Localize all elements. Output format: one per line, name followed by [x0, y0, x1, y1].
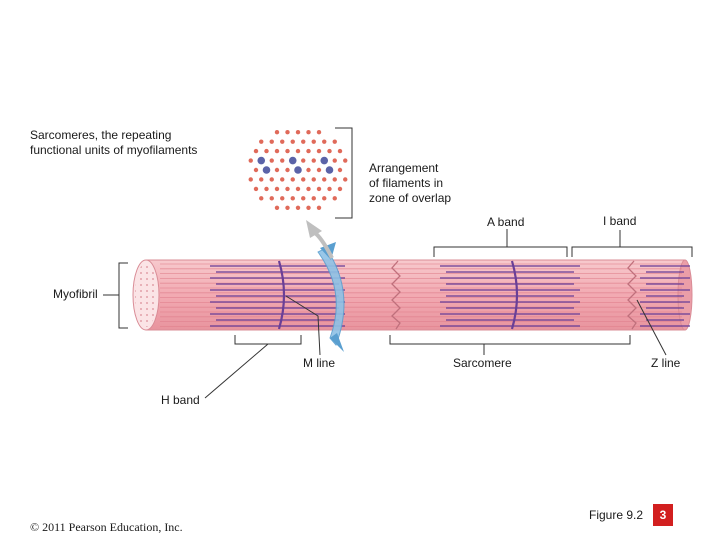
thin-filament-dot [333, 139, 337, 143]
thin-filament-dot [301, 196, 305, 200]
thin-filament-dot [259, 139, 263, 143]
thin-filament-dot [254, 149, 258, 153]
thin-filament-dot [312, 158, 316, 162]
thin-filament-dot [317, 130, 321, 134]
thin-filament-dot [291, 139, 295, 143]
thin-filament-dot [275, 206, 279, 210]
thin-filament-dot [333, 177, 337, 181]
myofibril-cylinder [133, 260, 692, 330]
thin-filament-dot [264, 187, 268, 191]
a-band-bracket [434, 247, 567, 257]
thin-filament-dot [338, 187, 342, 191]
arrangement-bracket [335, 128, 352, 218]
i-band-bracket [572, 247, 692, 257]
thin-filament-dot [296, 149, 300, 153]
thin-filament-dot [259, 196, 263, 200]
thin-filament-dot [254, 187, 258, 191]
filament-cross-section [249, 130, 348, 210]
myofibril-bracket [119, 263, 128, 328]
thin-filament-dot [338, 168, 342, 172]
thin-filament-dot [317, 206, 321, 210]
thin-filament-dot [312, 196, 316, 200]
m-line-label: M line [303, 356, 336, 370]
thin-filament-dot [285, 187, 289, 191]
thick-filament-dot [320, 157, 328, 165]
thin-filament-dot [317, 149, 321, 153]
thin-filament-dot [312, 177, 316, 181]
thin-filament-dot [275, 149, 279, 153]
thin-filament-dot [306, 206, 310, 210]
thin-filament-dot [275, 168, 279, 172]
thin-filament-dot [285, 149, 289, 153]
page-number-badge: 3 [653, 504, 673, 526]
sarcomeres-label [30, 128, 197, 158]
thin-filament-dot [275, 130, 279, 134]
thin-filament-dot [343, 177, 347, 181]
thick-filament-dot [294, 166, 302, 174]
thin-filament-dot [322, 177, 326, 181]
thin-filament-dot [322, 139, 326, 143]
thin-filament-dot [327, 149, 331, 153]
arrangement-label-line1: Arrangement [369, 161, 439, 175]
arrangement-label-line2: of filaments in [369, 176, 444, 190]
thin-filament-dot [285, 168, 289, 172]
thin-filament-dot [306, 130, 310, 134]
thin-filament-dot [291, 177, 295, 181]
thin-filament-dot [291, 196, 295, 200]
thin-filament-dot [280, 139, 284, 143]
arrangement-label [369, 161, 451, 206]
thick-filament-dot [289, 157, 297, 165]
h-band-bracket [235, 335, 301, 344]
thin-filament-dot [333, 196, 337, 200]
thin-filament-dot [249, 158, 253, 162]
sarcomeres-label-line2: functional units of myofilaments [30, 143, 198, 157]
thin-filament-dot [249, 177, 253, 181]
thin-filament-dot [270, 177, 274, 181]
thin-filament-dot [301, 139, 305, 143]
sarcomere-label: Sarcomere [453, 356, 512, 370]
copyright-text: © 2011 Pearson Education, Inc. [30, 520, 183, 534]
thin-filament-dot [343, 158, 347, 162]
thin-filament-dot [306, 149, 310, 153]
thin-filament-dot [306, 168, 310, 172]
thin-filament-dot [275, 187, 279, 191]
thin-filament-dot [285, 206, 289, 210]
thin-filament-dot [333, 158, 337, 162]
i-band-label: I band [603, 214, 637, 228]
sarcomeres-label-line1: Sarcomeres, the repeating [30, 128, 172, 142]
thin-filament-dot [270, 158, 274, 162]
thin-filament-dot [322, 196, 326, 200]
sarcomere-bracket [390, 335, 630, 344]
thin-filament-dot [338, 149, 342, 153]
thin-filament-dot [312, 139, 316, 143]
thin-filament-dot [280, 158, 284, 162]
thin-filament-dot [280, 196, 284, 200]
thin-filament-dot [270, 196, 274, 200]
thick-filament-dot [263, 166, 271, 174]
thin-filament-dot [254, 168, 258, 172]
h-band-label: H band [161, 393, 200, 407]
thin-filament-dot [296, 130, 300, 134]
thin-filament-dot [264, 149, 268, 153]
arrangement-label-line3: zone of overlap [369, 191, 452, 205]
thin-filament-dot [327, 187, 331, 191]
thin-filament-dot [259, 177, 263, 181]
thin-filament-dot [280, 177, 284, 181]
thin-filament-dot [317, 187, 321, 191]
thin-filament-dot [296, 187, 300, 191]
z-line-label: Z line [651, 356, 681, 370]
thick-filament-dot [257, 157, 265, 165]
figure-caption: Figure 9.2 [589, 508, 644, 522]
thin-filament-dot [301, 177, 305, 181]
a-band-label: A band [487, 215, 525, 229]
thin-filament-dot [296, 206, 300, 210]
thin-filament-dot [317, 168, 321, 172]
thin-filament-dot [306, 187, 310, 191]
thick-filament-dot [326, 166, 334, 174]
myofibril-label: Myofibril [53, 287, 98, 301]
thin-filament-dot [270, 139, 274, 143]
thin-filament-dot [301, 158, 305, 162]
thin-filament-dot [285, 130, 289, 134]
